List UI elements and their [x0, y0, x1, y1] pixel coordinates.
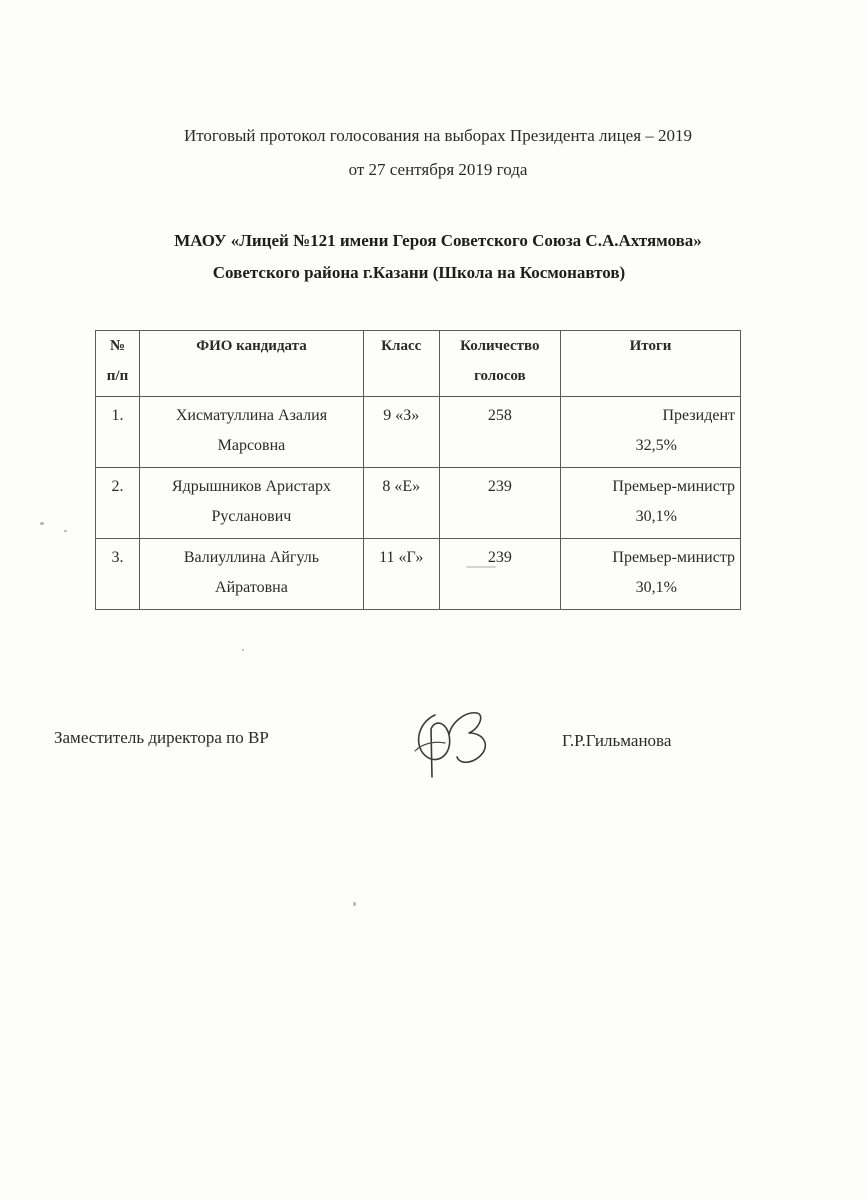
candidate-name-line2: Айратовна — [215, 579, 288, 596]
candidate-class: 11 «Г» — [363, 539, 439, 610]
result-percent: 30,1% — [635, 579, 677, 596]
candidate-name-line2: Русланович — [211, 508, 292, 525]
school-name: МАОУ «Лицей №121 имени Героя Советского Союза С.А.Ахтямова» — [174, 231, 702, 250]
result-title: Президент — [662, 407, 735, 424]
table-row — [96, 397, 741, 468]
handwritten-signature-icon — [405, 695, 505, 785]
candidate-class: 9 «З» — [363, 397, 439, 468]
candidate-votes: 239 — [439, 539, 560, 610]
header-name: ФИО кандидата — [140, 331, 364, 397]
header-number — [96, 331, 140, 397]
header-votes-line1: Количество — [460, 338, 540, 354]
candidate-result — [561, 539, 741, 610]
candidate-name-line2: Марсовна — [217, 437, 286, 454]
paper-speck — [242, 649, 244, 651]
paper-speck — [353, 902, 356, 906]
candidate-name-line1: Ядрышников Аристарх — [171, 478, 331, 495]
results-table — [95, 330, 741, 610]
candidate-name — [140, 468, 364, 539]
paper-speck — [40, 522, 44, 525]
table-row — [96, 539, 741, 610]
header-class: Класс — [363, 331, 439, 397]
header-votes — [439, 331, 560, 397]
protocol-date: от 27 сентября 2019 года — [348, 160, 528, 179]
candidate-votes: 258 — [439, 397, 560, 468]
candidate-result — [561, 397, 741, 468]
candidate-name — [140, 539, 364, 610]
signatory-role: Заместитель директора по ВР — [54, 728, 269, 747]
row-number: 3. — [96, 539, 140, 610]
table-header-row — [96, 331, 741, 397]
result-percent: 30,1% — [635, 508, 677, 525]
header-votes-line2: голосов — [474, 368, 526, 384]
candidate-name — [140, 397, 364, 468]
header-result: Итоги — [561, 331, 741, 397]
candidate-name-line1: Хисматуллина Азалия — [175, 407, 328, 424]
header-number-line1: № — [109, 338, 126, 354]
candidate-name-line1: Валиуллина Айгуль — [183, 549, 320, 566]
paper-speck — [466, 566, 496, 568]
row-number: 2. — [96, 468, 140, 539]
row-number: 1. — [96, 397, 140, 468]
paper-speck — [64, 530, 67, 532]
header-number-line2: п/п — [106, 368, 129, 384]
school-district: Советского района г.Казани (Школа на Космонавтов) — [212, 263, 626, 282]
result-percent: 32,5% — [635, 437, 677, 454]
candidate-votes: 239 — [439, 468, 560, 539]
candidate-class: 8 «Е» — [363, 468, 439, 539]
table-row — [96, 468, 741, 539]
result-title: Премьер-министр — [612, 478, 735, 495]
result-title: Премьер-министр — [612, 549, 735, 566]
candidate-result — [561, 468, 741, 539]
protocol-title: Итоговый протокол голосования на выборах Президента лицея – 2019 — [183, 126, 693, 145]
signatory-name: Г.Р.Гильманова — [562, 731, 672, 750]
